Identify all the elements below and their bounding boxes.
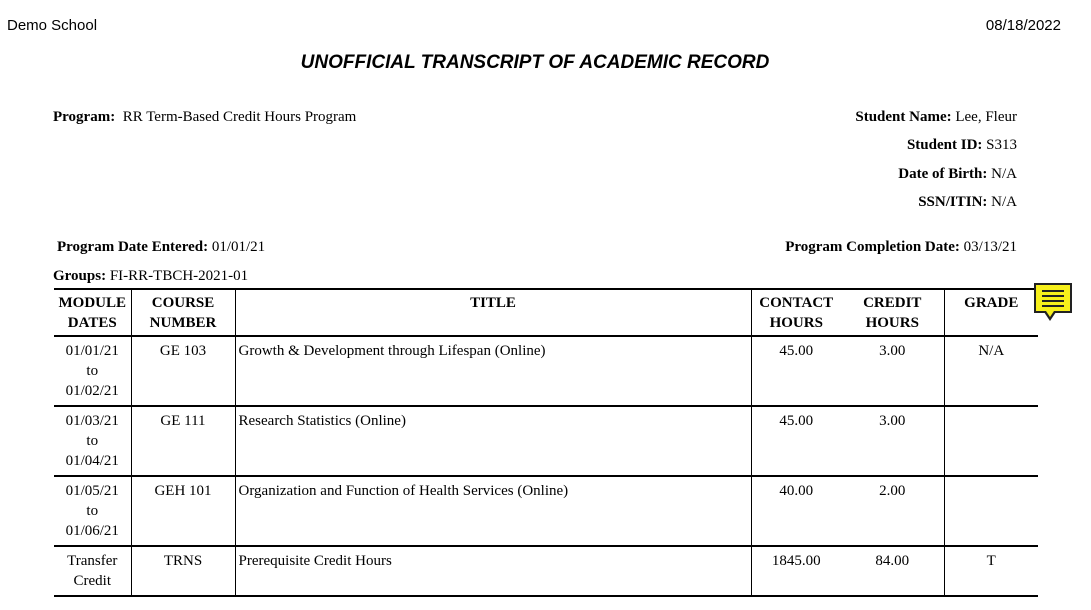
program-label: Program: xyxy=(53,109,116,125)
program-value: RR Term-Based Credit Hours Program xyxy=(122,109,357,125)
print-date: 08/18/2022 xyxy=(985,17,1061,34)
col-course-number: COURSE NUMBER xyxy=(131,289,235,336)
dob-field xyxy=(898,166,1017,183)
grade-cell: N/A xyxy=(944,336,1038,406)
module-dates-cell: 01/05/21 to 01/06/21 xyxy=(54,476,131,546)
title-cell: Organization and Function of Health Services (Online) xyxy=(235,476,751,546)
page-title: UNOFFICIAL TRANSCRIPT OF ACADEMIC RECORD xyxy=(300,52,770,73)
grade-cell: T xyxy=(944,546,1038,596)
program-field xyxy=(53,109,356,126)
table-row xyxy=(54,406,1038,476)
ssn-value: N/A xyxy=(991,194,1017,210)
student-id-label: Student ID: xyxy=(906,137,983,153)
ssn-label: SSN/ITIN: xyxy=(918,194,988,210)
credit-hours-cell: 2.00 xyxy=(841,476,944,546)
completion-value: 03/13/21 xyxy=(963,239,1017,255)
contact-hours-cell: 45.00 xyxy=(751,406,841,476)
ssn-field xyxy=(918,194,1017,211)
table-header-row xyxy=(54,289,1038,336)
col-credit-hours: CREDIT HOURS xyxy=(841,289,944,336)
student-name-value: Lee, Fleur xyxy=(955,109,1017,125)
contact-hours-cell: 1845.00 xyxy=(751,546,841,596)
module-dates-cell: Transfer Credit xyxy=(54,546,131,596)
date-entered-label: Program Date Entered: xyxy=(57,239,209,255)
groups-value: FI-RR-TBCH-2021-01 xyxy=(109,268,249,284)
dob-value: N/A xyxy=(991,166,1017,182)
contact-hours-cell: 40.00 xyxy=(751,476,841,546)
module-dates-cell: 01/03/21 to 01/04/21 xyxy=(54,406,131,476)
contact-hours-cell: 45.00 xyxy=(751,336,841,406)
completion-label: Program Completion Date: xyxy=(785,239,960,255)
title-cell: Prerequisite Credit Hours xyxy=(235,546,751,596)
student-name-field xyxy=(855,109,1017,126)
dob-label: Date of Birth: xyxy=(898,166,988,182)
student-id-value: S313 xyxy=(986,137,1017,153)
credit-hours-cell: 3.00 xyxy=(841,406,944,476)
grade-cell xyxy=(944,406,1038,476)
col-grade: GRADE xyxy=(944,289,1038,336)
course-number-cell: GEH 101 xyxy=(131,476,235,546)
date-entered-value: 01/01/21 xyxy=(211,239,266,255)
student-id-field xyxy=(907,137,1017,154)
col-title: TITLE xyxy=(235,289,751,336)
module-dates-cell: 01/01/21 to 01/02/21 xyxy=(54,336,131,406)
groups-label: Groups: xyxy=(53,268,107,284)
col-contact-hours: CONTACT HOURS xyxy=(751,289,841,336)
course-number-cell: GE 111 xyxy=(131,406,235,476)
table-row xyxy=(54,336,1038,406)
school-name: Demo School xyxy=(7,17,98,34)
table-row xyxy=(54,546,1038,596)
course-number-cell: TRNS xyxy=(131,546,235,596)
credit-hours-cell: 3.00 xyxy=(841,336,944,406)
col-module-dates: MODULE DATES xyxy=(54,289,131,336)
sticky-note-icon[interactable] xyxy=(1034,283,1072,313)
grade-cell xyxy=(944,476,1038,546)
credit-hours-cell: 84.00 xyxy=(841,546,944,596)
completion-date-field xyxy=(785,239,1017,256)
table-row xyxy=(54,476,1038,546)
groups-field xyxy=(53,268,248,285)
transcript-table xyxy=(54,288,1038,597)
course-number-cell: GE 103 xyxy=(131,336,235,406)
title-cell: Growth & Development through Lifespan (Online) xyxy=(235,336,751,406)
student-name-label: Student Name: xyxy=(855,109,952,125)
title-cell: Research Statistics (Online) xyxy=(235,406,751,476)
date-entered-field xyxy=(57,239,265,256)
